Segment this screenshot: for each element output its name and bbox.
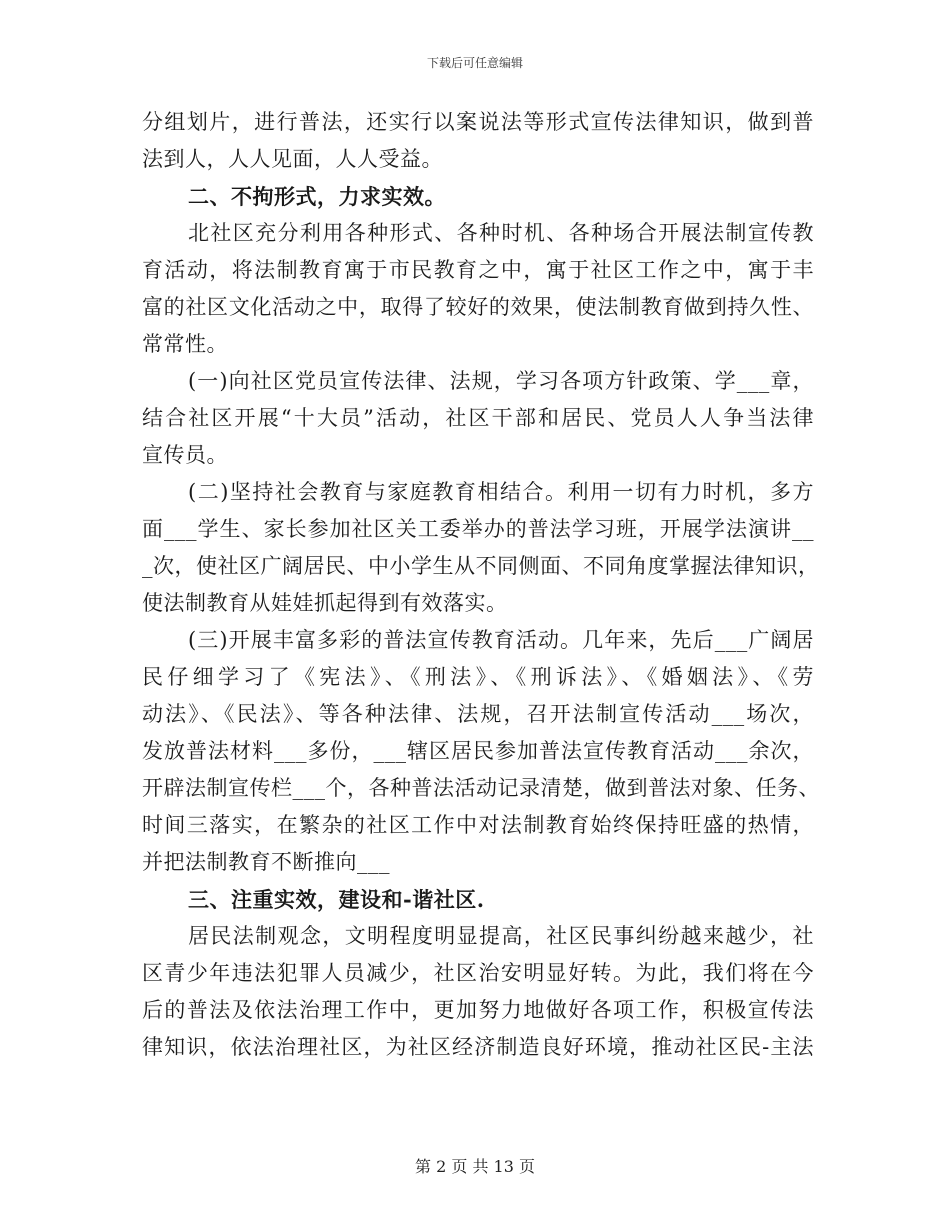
paragraph-line: (二)坚持社会教育与家庭教育相结合。利用一切有力时机，多方 [188, 480, 814, 504]
paragraph-line: (三)开展丰富多彩的普法宣传教育活动。几年来，先后___广阔居 [188, 628, 814, 652]
paragraph-line: 法到人，人人见面，人人受益。 [142, 147, 443, 171]
paragraph-line: 结合社区开展“十大员”活动，社区干部和居民、党员人人争当法律 [142, 406, 814, 430]
paragraph-line: 律知识，依法治理社区，为社区经济制造良好环境，推动社区民-主法 [142, 1035, 814, 1059]
paragraph-line: 面___学生、家长参加社区关工委举办的普法学习班，开展学法演讲__ [142, 517, 814, 541]
section-heading: 二、不拘形式，力求实效。 [188, 184, 446, 209]
paragraph-line: 常常性。 [142, 332, 228, 356]
paragraph-line: 宣传员。 [142, 443, 228, 467]
paragraph-line: 育活动，将法制教育寓于市民教育之中，寓于社区工作之中，寓于丰 [142, 258, 814, 282]
paragraph-line: _次，使社区广阔居民、中小学生从不同侧面、不同角度掌握法律知识， [142, 554, 820, 578]
paragraph-line: 开辟法制宣传栏___个，各种普法活动记录清楚，做到普法对象、任务、 [142, 776, 820, 800]
paragraph-line: 北社区充分利用各种形式、各种时机、各种场合开展法制宣传教 [188, 221, 814, 245]
paragraph-line: 民仔细学习了《宪法》、《刑法》、《刑诉法》、《婚姻法》、《劳 [142, 665, 814, 689]
page-header: 下载后可任意编辑 [426, 56, 523, 70]
paragraph-line: 并把法制教育不断推向___ [142, 850, 390, 874]
document-body [142, 104, 820, 1066]
section-heading: 三、注重实效，建设和-谐社区. [188, 887, 485, 912]
paragraph-line: 分组划片，进行普法，还实行以案说法等形式宣传法律知识，做到普 [142, 110, 814, 134]
paragraph-line: 后的普法及依法治理工作中，更加努力地做好各项工作，积极宣传法 [142, 998, 814, 1022]
paragraph-line: 区青少年违法犯罪人员减少，社区治安明显好转。为此，我们将在今 [142, 961, 814, 985]
paragraph-line: (一)向社区党员宣传法律、法规，学习各项方针政策、学___章， [188, 369, 814, 393]
paragraph-line: 富的社区文化活动之中，取得了较好的效果，使法制教育做到持久性、 [142, 295, 814, 319]
paragraph-line: 发放普法材料___多份，___辖区居民参加普法宣传教育活动___余次， [142, 739, 814, 763]
paragraph-line: 居民法制观念，文明程度明显提高，社区民事纠纷越来越少，社 [188, 924, 814, 948]
page-number-footer: 第 2 页 共 13 页 [415, 1157, 535, 1176]
paragraph-line: 使法制教育从娃娃抓起得到有效落实。 [142, 591, 508, 615]
paragraph-line: 动法》、《民法》、等各种法律、法规，召开法制宣传活动___场次， [142, 702, 814, 726]
paragraph-line: 时间三落实，在繁杂的社区工作中对法制教育始终保持旺盛的热情， [142, 813, 814, 837]
